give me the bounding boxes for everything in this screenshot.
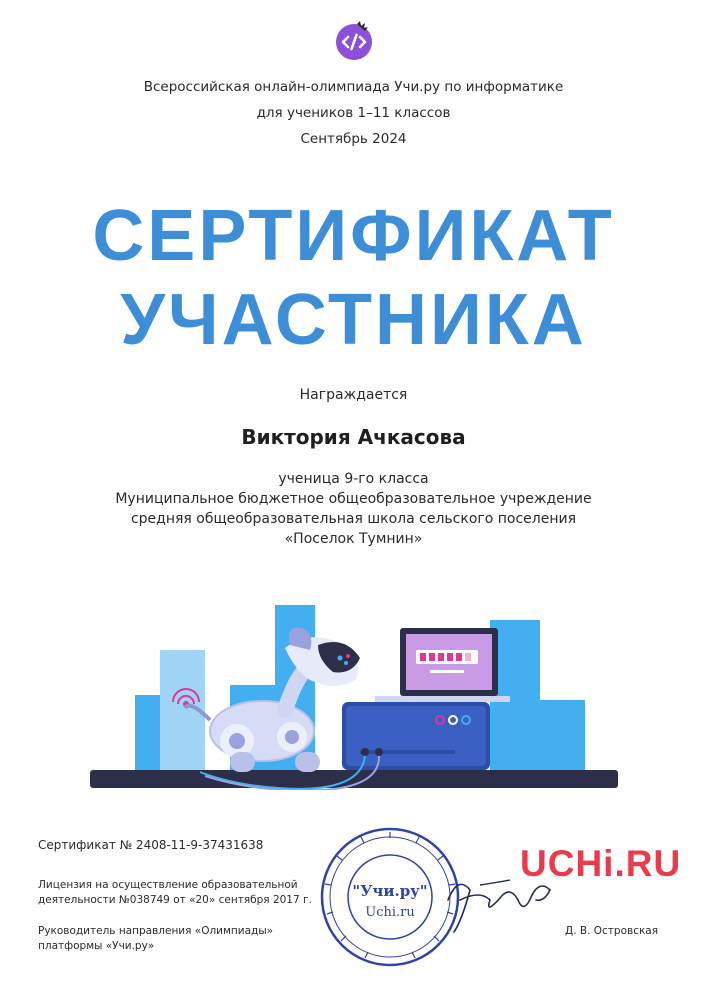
- olympiad-grades: для учеников 1–11 классов: [256, 105, 451, 121]
- director-line-2: платформы «Учи.ру»: [38, 940, 155, 952]
- school-line-1: Муниципальное бюджетное общеобразовательное учреждение: [115, 491, 592, 507]
- awarded-label: Награждается: [299, 387, 408, 403]
- certificate-number: Сертификат № 2408-11-9-37431638: [38, 838, 264, 852]
- olympiad-date: Сентябрь 2024: [300, 131, 407, 147]
- certificate-title-line1: СЕРТИФИКАТ: [92, 196, 615, 276]
- school-line-2: средняя общеобразовательная школа сельского поселения: [130, 511, 577, 527]
- certificate-title-line2: УЧАСТНИКА: [120, 280, 587, 360]
- uchi-ru-logo: UCHi.RU: [520, 843, 682, 884]
- signer-name: Д. В. Островская: [565, 925, 659, 937]
- license-line-2: деятельности №038749 от «20» сентября 2017 г.: [38, 894, 312, 906]
- recipient-grade: ученица 9-го класса: [278, 471, 429, 487]
- school-line-3: «Поселок Тумнин»: [284, 531, 423, 547]
- olympiad-logo: [334, 21, 374, 61]
- stamp-text-bottom: Uchi.ru: [365, 905, 415, 920]
- robot-dog-illustration: [90, 600, 620, 790]
- director-line-1: Руководитель направления «Олимпиады»: [38, 925, 274, 937]
- recipient-name: Виктория Ачкасова: [241, 425, 466, 449]
- olympiad-title: Всероссийская онлайн-олимпиада Учи.ру по информатике: [143, 79, 564, 95]
- license-line-1: Лицензия на осуществление образовательной: [38, 879, 298, 891]
- stamp-text-top: "Учи.ру": [352, 882, 428, 900]
- code-brackets-icon: [334, 21, 374, 61]
